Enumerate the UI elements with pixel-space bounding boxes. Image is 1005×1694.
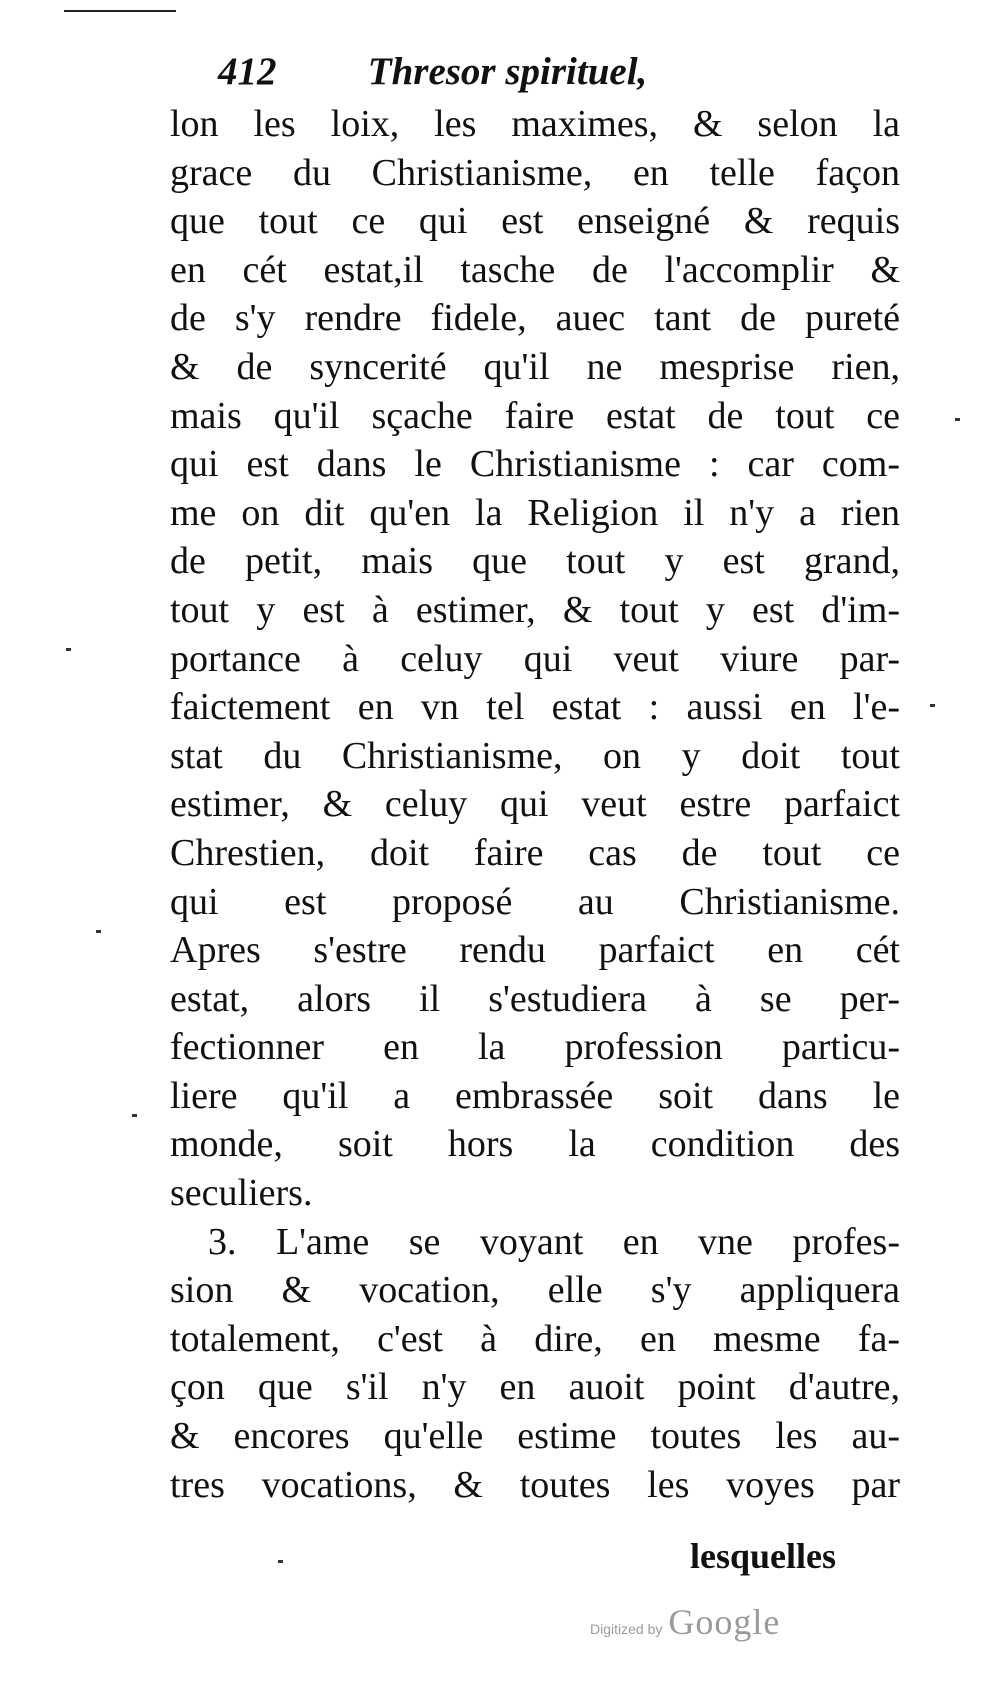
google-logo: Google xyxy=(668,1602,781,1642)
catchword: lesquelles xyxy=(690,1536,837,1576)
text-line: stat du Christianisme, on y doit tout xyxy=(170,734,900,777)
text-line: estimer, & celuy qui veut estre parfaict xyxy=(170,783,900,826)
paragraph-first-line: 3. L'ame se voyant en vne profes- xyxy=(208,1220,900,1263)
text-line: Apres s'estre rendu parfaict en cét xyxy=(170,929,900,972)
text-line: grace du Christianisme, en telle façon xyxy=(170,151,900,194)
text-line: faictement en vn tel estat : aussi en l'e- xyxy=(170,686,900,729)
page-number: 412 xyxy=(218,50,277,93)
text-line: liere qu'il a embrassée soit dans le xyxy=(170,1074,900,1117)
paragraph-last-line: seculiers. xyxy=(170,1172,313,1215)
text-line: mais qu'il sçache faire estat de tout ce xyxy=(170,394,900,437)
text-line: & de syncerité qu'il ne mesprise rien, xyxy=(170,345,900,388)
margin-mark xyxy=(930,704,935,707)
running-title: Thresor spirituel, xyxy=(367,50,648,93)
text-line: sion & vocation, elle s'y appliquera xyxy=(170,1269,900,1312)
text-line: çon que s'il n'y en auoit point d'autre, xyxy=(170,1366,900,1409)
margin-mark xyxy=(132,1114,137,1117)
margin-mark xyxy=(96,930,101,933)
page-header xyxy=(218,42,778,102)
text-line: que tout ce qui est enseigné & requis xyxy=(170,200,900,243)
text-line: lon les loix, les maximes, & selon la xyxy=(170,103,900,145)
text-line: qui est dans le Christianisme : car com- xyxy=(170,443,900,486)
margin-mark xyxy=(66,648,71,651)
text-line: fectionner en la profession particu- xyxy=(170,1026,900,1069)
text-line: totalement, c'est à dire, en mesme fa- xyxy=(170,1317,900,1360)
text-line: tout y est à estimer, & tout y est d'im- xyxy=(170,588,900,631)
top-rule xyxy=(64,10,176,12)
text-line: monde, soit hors la condition des xyxy=(170,1123,900,1166)
text-line: tres vocations, & toutes les voyes par xyxy=(170,1463,900,1506)
text-line: de petit, mais que tout y est grand, xyxy=(170,540,900,583)
text-line: & encores qu'elle estime toutes les au- xyxy=(170,1415,900,1458)
text-line: en cét estat,il tasche de l'accomplir & xyxy=(170,248,900,291)
body-text xyxy=(170,100,900,1509)
text-line: estat, alors il s'estudiera à se per- xyxy=(170,977,900,1020)
text-line: de s'y rendre fidele, auec tant de pureté xyxy=(170,297,900,340)
margin-mark xyxy=(278,1560,283,1563)
margin-mark xyxy=(955,418,960,421)
text-line: me on dit qu'en la Religion il n'y a rien xyxy=(170,491,900,534)
digitized-watermark xyxy=(590,1601,850,1651)
text-line: qui est proposé au Christianisme. xyxy=(170,880,900,923)
text-line: portance à celuy qui veut viure par- xyxy=(170,637,900,680)
text-line: Chrestien, doit faire cas de tout ce xyxy=(170,831,900,874)
watermark-prefix: Digitized by xyxy=(590,1621,663,1637)
